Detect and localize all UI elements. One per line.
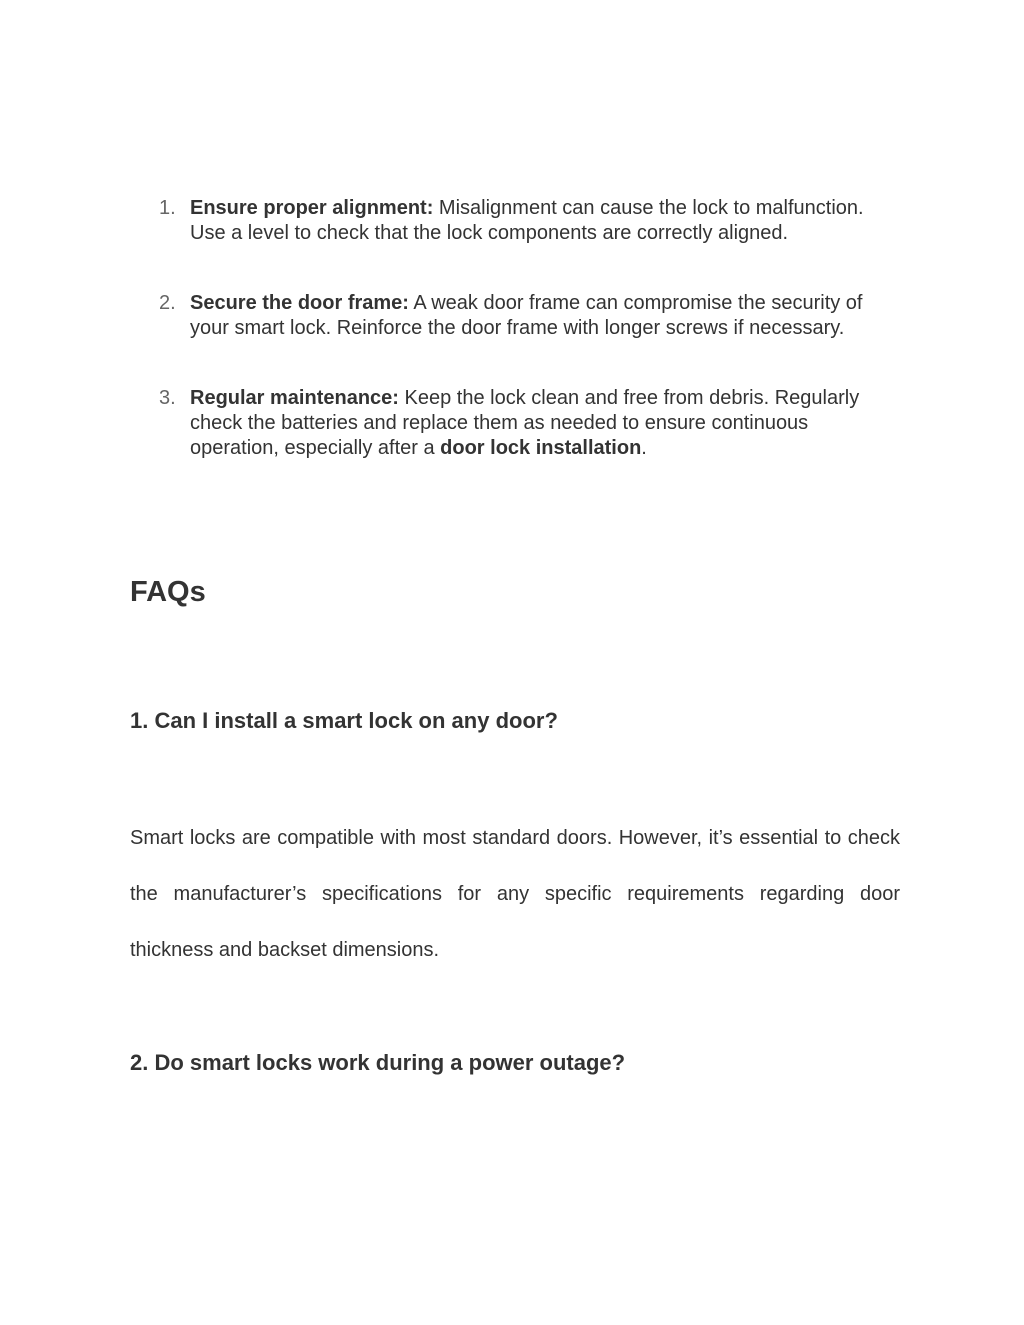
list-item-text: Misalignment can cause the lock to malfunction. Use a level to check that the lock components are correctly aligned. [190, 197, 864, 244]
list-item-number: 3. [159, 387, 176, 409]
faq-question: 1. Can I install a smart lock on any door? [130, 708, 558, 733]
list-item-title: Ensure proper alignment: [190, 197, 434, 219]
faq-answer: Smart locks are compatible with most standard doors. However, it’s essential to check the manufacturer’s specifications for any specific requirements regarding door thickness and backset dimensions. [130, 827, 900, 961]
list-item-text: A weak door frame can compromise the security of your smart lock. Reinforce the door frame with longer screws if necessary. [190, 292, 863, 339]
list-item-text: Keep the lock clean and free from debris. Regularly check the batteries and replace them as needed to ensure continuous operation, especially after a [190, 387, 860, 459]
installation-tips-list [130, 196, 900, 506]
list-item-suffix: . [641, 437, 647, 459]
faq-question: 2. Do smart locks work during a power outage? [130, 1050, 626, 1075]
list-item-number: 2. [159, 292, 176, 314]
list-item-title: Secure the door frame: [190, 292, 409, 314]
faqs-heading: FAQs [130, 576, 206, 608]
list-item [130, 291, 900, 341]
list-item-title: Regular maintenance: [190, 387, 399, 409]
list-item [130, 196, 900, 246]
list-item-number: 1. [159, 197, 176, 219]
door-lock-installation-link-text: door lock installation [440, 437, 642, 459]
list-item [130, 386, 900, 461]
